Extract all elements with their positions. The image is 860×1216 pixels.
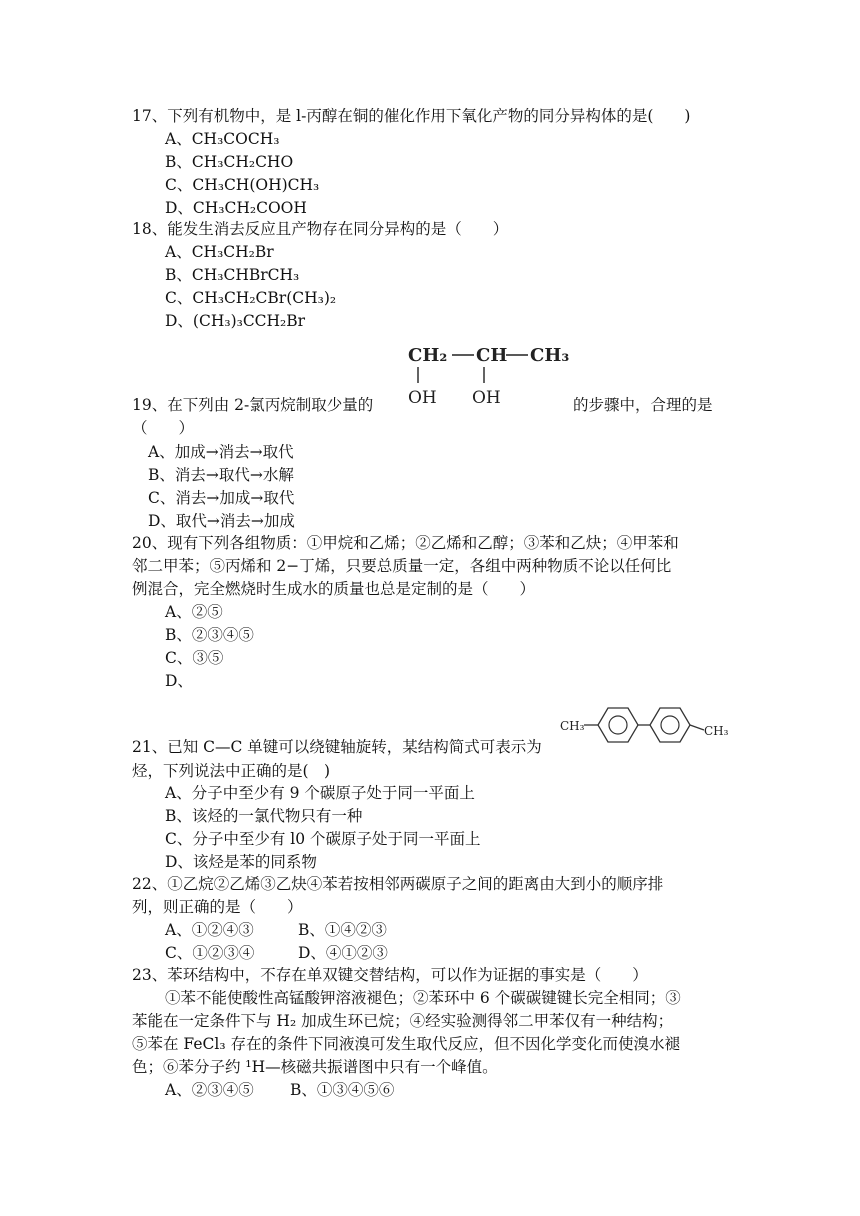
q17-stem: 17、下列有机物中，是 l-丙醇在铜的催化作用下氧化产物的同分异构体的是( ): [132, 107, 691, 125]
struct-ch3: CH₃: [530, 345, 570, 366]
propanediol-structure-image: [402, 335, 580, 413]
q22-option-d: D、④①②③: [298, 944, 388, 962]
q20-option-a: A、②⑤: [165, 603, 223, 621]
q19-option-d: D、取代→消去→加成: [148, 512, 295, 530]
struct-ch3-right: CH₃: [704, 724, 729, 738]
q20-stem-line-2: 邻二甲苯；⑤丙烯和 2−丁烯，只要总质量一定，各组中两种物质不论以任何比: [132, 557, 672, 575]
q17-option-d: D、CH₃CH₂COOH: [165, 199, 307, 217]
q17-option-a: A、CH₃COCH₃: [165, 130, 280, 148]
q19-option-c: C、消去→加成→取代: [148, 489, 295, 507]
q22-stem-line-1: 22、①乙烷②乙烯③乙炔④苯若按相邻两碳原子之间的距离由大到小的顺序排: [132, 875, 664, 893]
q23-option-a: A、②③④⑤: [165, 1081, 254, 1099]
q18-option-d: D、(CH₃)₃CCH₂Br: [165, 312, 306, 330]
q19-option-b: B、消去→取代→水解: [148, 466, 294, 484]
q18-option-a: A、CH₃CH₂Br: [165, 243, 274, 261]
q20-option-c: C、③⑤: [165, 649, 224, 667]
struct-ch3-left: CH₃: [560, 719, 585, 733]
q19-option-a: A、加成→消去→取代: [148, 443, 294, 461]
struct-ch: CH: [476, 345, 508, 366]
q21-option-c: C、分子中至少有 l0 个碳原子处于同一平面上: [165, 830, 481, 848]
q19-stem-cont: （ ）: [132, 419, 195, 437]
q22-option-c: C、①②③④: [165, 944, 255, 962]
q23-stem: 23、苯环结构中，不存在单双键交替结构，可以作为证据的事实是（ ）: [132, 966, 648, 984]
struct-oh-2: OH: [472, 388, 501, 408]
q18-stem: 18、能发生消去反应且产物存在同分异构的是（ ）: [132, 220, 509, 238]
q19-stem-after: 的步骤中，合理的是: [573, 396, 713, 414]
q22-stem-line-2: 列，则正确的是（ ）: [132, 898, 303, 916]
q18-option-b: B、CH₃CHBrCH₃: [165, 266, 300, 284]
q21-option-b: B、该烃的一氯代物只有一种: [165, 807, 363, 825]
q23-option-b: B、①③④⑤⑥: [290, 1081, 395, 1099]
q17-option-c: C、CH₃CH(OH)CH₃: [165, 176, 320, 194]
q20-option-d: D、: [165, 672, 193, 690]
q20-stem-line-1: 20、现有下列各组物质：①甲烷和乙烯；②乙烯和乙醇；③苯和乙炔；④甲苯和: [132, 534, 679, 552]
q21-stem: 21、已知 C—C 单键可以绕键轴旋转，某结构简式可表示为: [132, 738, 542, 756]
q20-stem-line-3: 例混合，完全燃烧时生成水的质量也总是定制的是（ ）: [132, 580, 536, 598]
q18-option-c: C、CH₃CH₂CBr(CH₃)₂: [165, 289, 337, 307]
q21-option-d: D、该烃是苯的同系物: [165, 853, 317, 871]
dimethylbiphenyl-structure-image: [558, 696, 732, 752]
q23-body-line-2: 苯能在一定条件下与 H₂ 加成生环已烷；④经实验测得邻二甲苯仅有一种结构；: [132, 1012, 674, 1030]
q23-body-line-4: 色；⑥苯分子约 ¹H—核磁共振谱图中只有一个峰值。: [132, 1058, 498, 1076]
struct-ch2: CH₂: [408, 345, 448, 366]
q19-stem-before: 19、在下列由 2-氯丙烷制取少量的: [132, 396, 374, 414]
q23-body-line-3: ⑤苯在 FeCl₃ 存在的条件下同液溴可发生取代反应，但不因化学变化而使溴水褪: [132, 1035, 680, 1053]
struct-oh-1: OH: [408, 388, 437, 408]
q22-option-a: A、①②④③: [165, 921, 254, 939]
q21-stem-cont: 烃，下列说法中正确的是( ): [132, 762, 331, 780]
q22-option-b: B、①④②③: [298, 921, 387, 939]
q21-option-a: A、分子中至少有 9 个碳原子处于同一平面上: [165, 784, 475, 802]
q20-option-b: B、②③④⑤: [165, 626, 254, 644]
q17-option-b: B、CH₃CH₂CHO: [165, 153, 294, 171]
q23-body-line-1: ①苯不能使酸性高锰酸钾溶液褪色；②苯环中 6 个碳碳键键长完全相同；③: [165, 989, 681, 1007]
